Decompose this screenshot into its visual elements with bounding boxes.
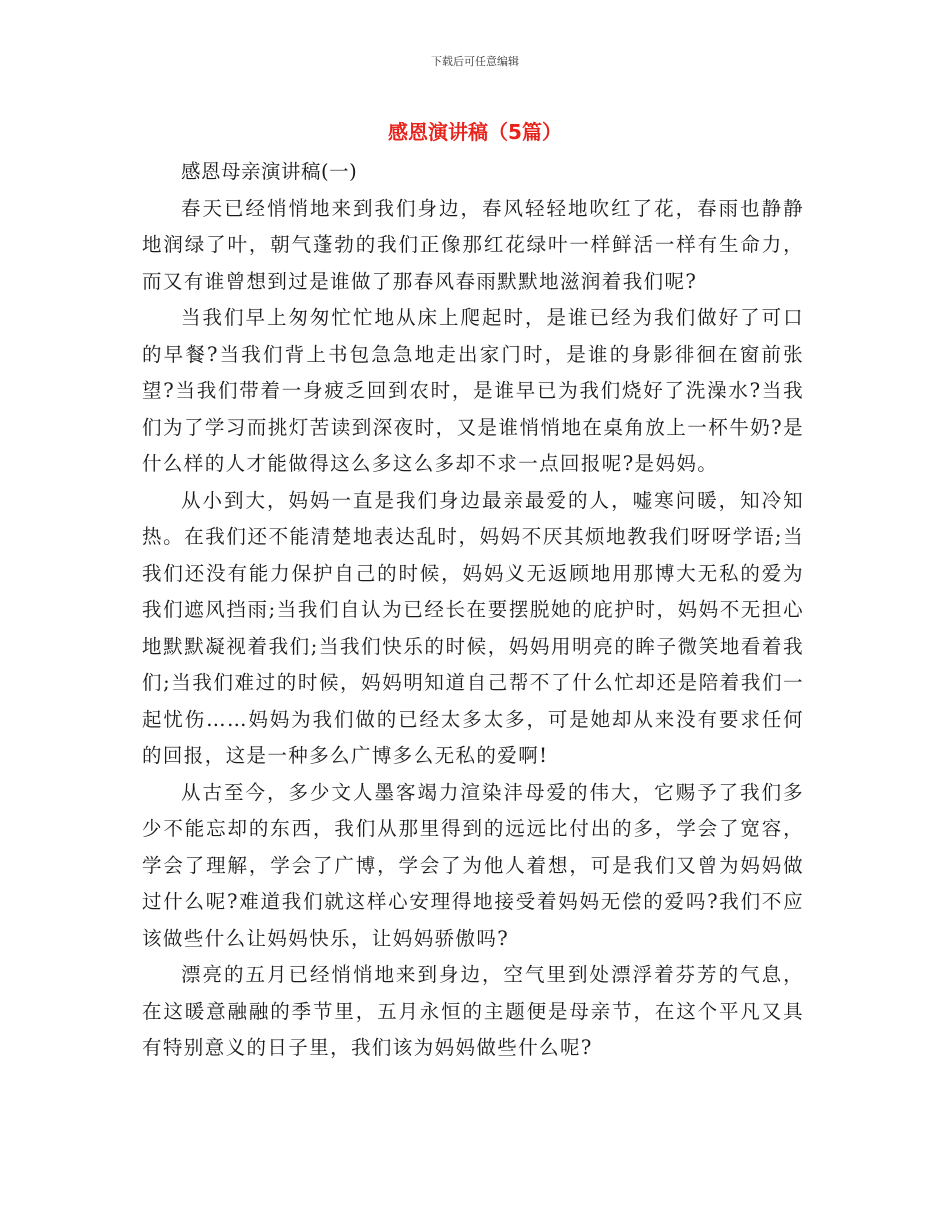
paragraph: 春天已经悄悄地来到我们身边，春风轻轻地吹红了花，春雨也静静地润绿了叶，朝气蓬勃的我们正像那红花绿叶一样鲜活一样有生命力，而又有谁曾想到过是谁做了那春风春雨默默地滋润着我们呢? bbox=[142, 196, 804, 293]
paragraph: 当我们早上匆匆忙忙地从床上爬起时，是谁已经为我们做好了可口的早餐?当我们背上书包急急地走出家门时，是谁的身影徘徊在窗前张望?当我们带着一身疲乏回到农时，是谁早已为我们烧好了洗澡水?当我们为了学习而挑灯苦读到深夜时，又是谁悄悄地在桌角放上一杯牛奶?是什么样的人才能做得这么多这么多却不求一点回报呢?是妈妈。 bbox=[142, 306, 804, 475]
section-subtitle: 感恩母亲演讲稿(一) bbox=[181, 160, 358, 183]
paragraph: 漂亮的五月已经悄悄地来到身边，空气里到处漂浮着芬芳的气息，在这暖意融融的季节里，五月永恒的主题便是母亲节，在这个平凡又具有特别意义的日子里，我们该为妈妈做些什么呢? bbox=[142, 963, 804, 1059]
paragraph: 从古至今，多少文人墨客竭力渲染沣母爱的伟大，它赐予了我们多少不能忘却的东西，我们从那里得到的远远比付出的多，学会了宽容，学会了理解，学会了广博，学会了为他人着想，可是我们又曾为妈妈做过什么呢?难道我们就这样心安理得地接受着妈妈无偿的爱吗?我们不应该做些什么让妈妈快乐，让妈妈骄傲吗? bbox=[142, 780, 804, 950]
paragraph: 从小到大，妈妈一直是我们身边最亲最爱的人，嘘寒问暖，知冷知热。在我们还不能清楚地表达乱时，妈妈不厌其烦地教我们呀呀学语;当我们还没有能力保护自己的时候，妈妈义无返顾地用那博大无私的爱为我们遮风挡雨;当我们自认为已经长在要摆脱她的庇护时，妈妈不无担心地默默凝视着我们;当我们快乐的时候，妈妈用明亮的眸子微笑地看着我们;当我们难过的时候，妈妈明知道自己帮不了什么忙却还是陪着我们一起忧伤……妈妈为我们做的已经太多太多，可是她却从来没有要求任何的回报，这是一种多么广博多么无私的爱啊! bbox=[142, 488, 804, 767]
header-note: 下载后可任意编辑 bbox=[431, 55, 519, 68]
document-body bbox=[142, 154, 804, 1067]
document-title: 感恩演讲稿（5篇） bbox=[388, 120, 562, 144]
